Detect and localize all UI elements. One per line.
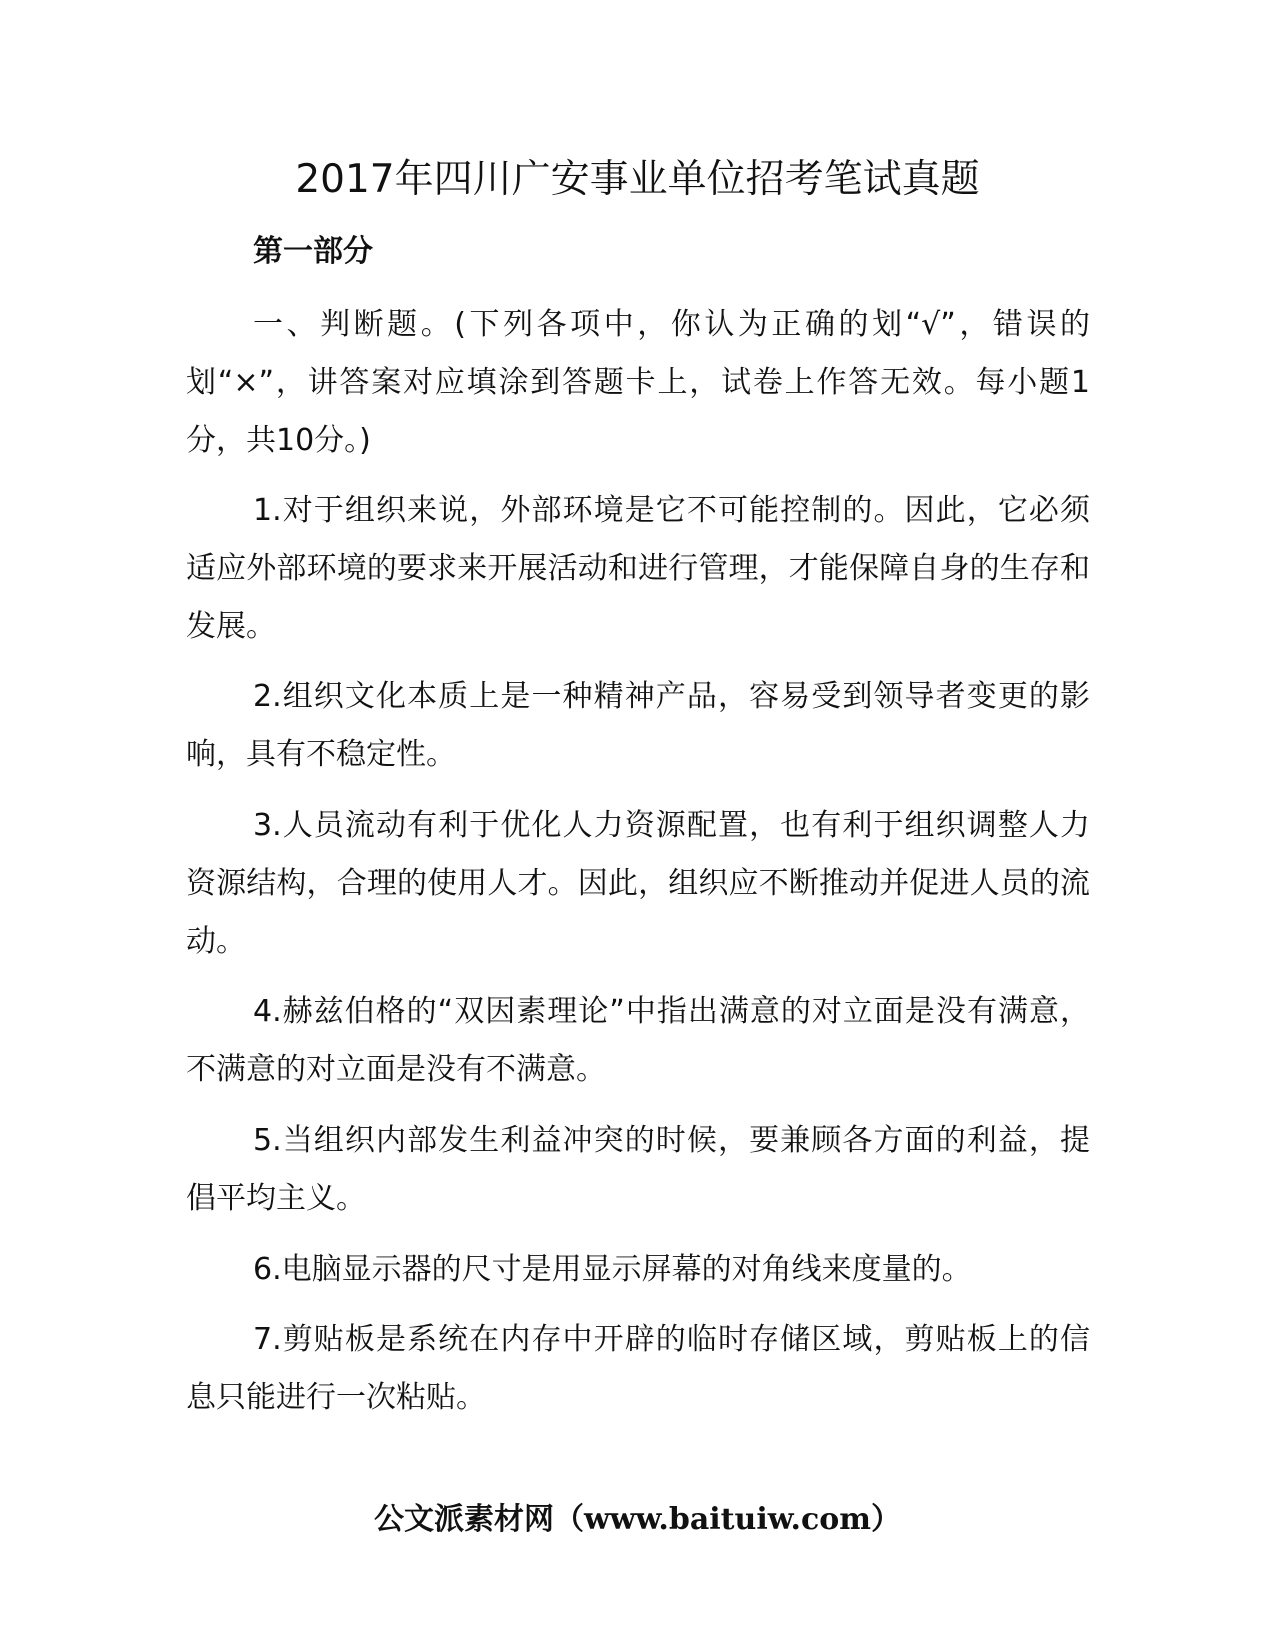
question-5: 5.当组织内部发生利益冲突的时候，要兼顾各方面的利益，提倡平均主义。 — [186, 1123, 1090, 1216]
footer-watermark-text: 公文派素材网（www.baituiw.com） — [373, 1502, 902, 1537]
question-4: 4.赫兹伯格的“双因素理论”中指出满意的对立面是没有满意，不满意的对立面是没有不满意。 — [186, 994, 1090, 1087]
document-title: 2017年四川广安事业单位招考笔试真题 — [295, 157, 980, 202]
section-heading: 第一部分 — [253, 234, 373, 269]
question-3: 3.人员流动有利于优化人力资源配置，也有利于组织调整人力资源结构，合理的使用人才。因此，组织应不断推动并促进人员的流动。 — [186, 808, 1090, 959]
question-7: 7.剪贴板是系统在内存中开辟的临时存储区域，剪贴板上的信息只能进行一次粘贴。 — [186, 1322, 1090, 1415]
instructions-paragraph: 一、判断题。(下列各项中，你认为正确的划“√”，错误的划“×”，讲答案对应填涂到答题卡上，试卷上作答无效。每小题1分，共10分。) — [186, 307, 1090, 458]
question-1: 1.对于组织来说，外部环境是它不可能控制的。因此，它必须适应外部环境的要求来开展活动和进行管理，才能保障自身的生存和发展。 — [186, 493, 1090, 644]
question-6: 6.电脑显示器的尺寸是用显示屏幕的对角线来度量的。 — [253, 1252, 972, 1287]
question-2: 2.组织文化本质上是一种精神产品，容易受到领导者变更的影响，具有不稳定性。 — [186, 679, 1090, 772]
